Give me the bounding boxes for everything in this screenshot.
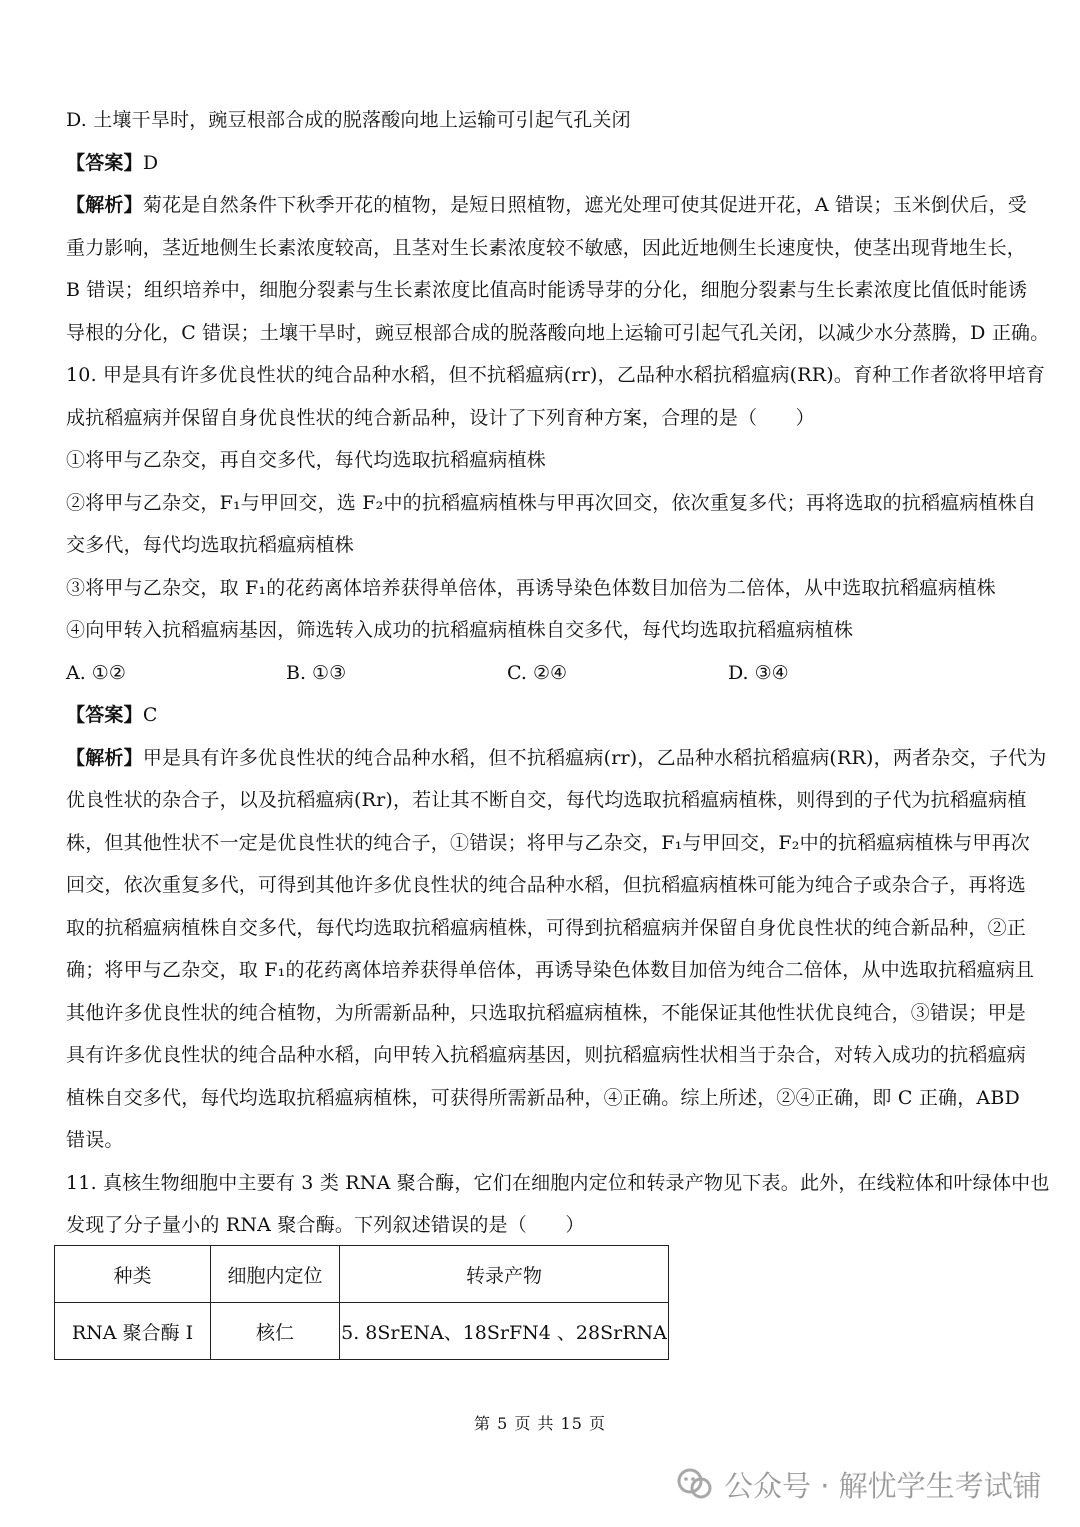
analysis-q10-line: 取的抗稻瘟病植株自交多代，每代均选取抗稻瘟病植株，可得到抗稻瘟病并保留自身优良性状的纯合新品种，②正: [66, 917, 1027, 939]
table-cell: 5. 8SrENA、18SrFN4 、28SrRNA: [340, 1303, 669, 1360]
table-header-cell: 细胞内定位: [211, 1246, 340, 1303]
section-tag: 【答案】: [66, 152, 143, 174]
section-tag: 【答案】: [66, 704, 143, 726]
option-a: A. ①②: [66, 662, 126, 684]
analysis-q9-line: B 错误；组织培养中，细胞分裂素与生长素浓度比值高时能诱导芽的分化，细胞分裂素与生长素浓度比值低时能诱: [66, 279, 1028, 301]
watermark: [676, 1464, 1042, 1504]
analysis-q10-line: 株，但其他性状不一定是优良性状的纯合子，①错误；将甲与乙杂交，F₁与甲回交，F₂中的抗稻瘟病植株与甲再次: [66, 832, 1031, 854]
section-tag: 【解析】: [66, 194, 143, 216]
scheme-1: ①将甲与乙杂交，再自交多代，每代均选取抗稻瘟病植株: [66, 449, 547, 471]
page-footer: 第 5 页 共 15 页: [474, 1414, 606, 1433]
option-d: D. ③④: [728, 662, 789, 684]
analysis-q10-line: 其他许多优良性状的纯合植物，为所需新品种，只选取抗稻瘟病植株，不能保证其他性状优良纯合，③错误；甲是: [66, 1002, 1027, 1024]
analysis-q10-line: 【解析】甲是具有许多优良性状的纯合品种水稻，但不抗稻瘟病(rr)，乙品种水稻抗稻瘟病(RR)，两者杂交，子代为: [66, 747, 1047, 769]
analysis-q10-line: 确；将甲与乙杂交，取 F₁的花药离体培养获得单倍体，再诱导染色体数目加倍为纯合二倍体，从中选取抗稻瘟病且: [66, 959, 1035, 981]
question-10-stem: 10. 甲是具有许多优良性状的纯合品种水稻，但不抗稻瘟病(rr)，乙品种水稻抗稻瘟病(RR)。育种工作者欲将甲培育: [66, 364, 1046, 386]
table-header-cell: 种类: [55, 1246, 211, 1303]
analysis-q10-line: 植株自交多代，每代均选取抗稻瘟病植株，可获得所需新品种，④正确。综上所述，②④正确，即 C 正确，ABD: [66, 1087, 1020, 1109]
analysis-q9-line: 【解析】菊花是自然条件下秋季开花的植物，是短日照植物，遮光处理可使其促进开花，A 错误；玉米倒伏后，受: [66, 194, 1027, 216]
answer-q9: 【答案】D: [66, 152, 159, 174]
question-11-stem: 11. 真核生物细胞中主要有 3 类 RNA 聚合酶，它们在细胞内定位和转录产物见下表。此外，在线粒体和叶绿体中也: [66, 1172, 1050, 1194]
table-header-row: [55, 1246, 669, 1303]
section-tag: 【解析】: [66, 747, 143, 769]
option-b: B. ①③: [286, 662, 347, 684]
table-row: [55, 1303, 669, 1360]
table-cell: RNA 聚合酶 I: [55, 1303, 211, 1360]
question-10-stem: 成抗稻瘟病并保留自身优良性状的纯合新品种，设计了下列育种方案，合理的是（ ）: [66, 407, 815, 429]
scheme-4: ④向甲转入抗稻瘟病基因，筛选转入成功的抗稻瘟病植株自交多代，每代均选取抗稻瘟病植株: [66, 619, 854, 641]
option-c: C. ②④: [507, 662, 568, 684]
scheme-3: ③将甲与乙杂交，取 F₁的花药离体培养获得单倍体，再诱导染色体数目加倍为二倍体，从中选取抗稻瘟病植株: [66, 577, 996, 599]
analysis-q10-line: 错误。: [66, 1129, 124, 1151]
table-header-cell: 转录产物: [340, 1246, 669, 1303]
wechat-official-account-icon: [676, 1467, 716, 1501]
analysis-q10-line: 优良性状的杂合子，以及抗稻瘟病(Rr)，若让其不断自交，每代均选取抗稻瘟病植株，则得到的子代为抗稻瘟病植: [66, 789, 1027, 811]
watermark-text: 公众号 · 解忧学生考试铺: [724, 1468, 1042, 1503]
table-cell: 核仁: [211, 1303, 340, 1360]
scheme-2: ②将甲与乙杂交，F₁与甲回交，选 F₂中的抗稻瘟病植株与甲再次回交，依次重复多代；再将选取的抗稻瘟病植株自: [66, 492, 1037, 514]
option-d-q9: D. 土壤干旱时，豌豆根部合成的脱落酸向地上运输可引起气孔关闭: [66, 109, 631, 131]
analysis-q10-line: 具有许多优良性状的纯合品种水稻，向甲转入抗稻瘟病基因，则抗稻瘟病性状相当于杂合，对转入成功的抗稻瘟病: [66, 1044, 1027, 1066]
rna-polymerase-table: [54, 1245, 669, 1360]
question-11-stem: 发现了分子量小的 RNA 聚合酶。下列叙述错误的是（ ）: [66, 1214, 585, 1236]
answer-q10: 【答案】C: [66, 704, 158, 726]
scheme-2-cont: 交多代，每代均选取抗稻瘟病植株: [66, 534, 355, 556]
analysis-q9-line: 重力影响，茎近地侧生长素浓度较高，且茎对生长素浓度较不敏感，因此近地侧生长速度快，使茎出现背地生长，: [66, 237, 1027, 259]
analysis-q10-line: 回交，依次重复多代，可得到其他许多优良性状的纯合品种水稻，但抗稻瘟病植株可能为纯合子或杂合子，再将选: [66, 874, 1027, 896]
analysis-q9-line: 导根的分化，C 错误；土壤干旱时，豌豆根部合成的脱落酸向地上运输可引起气孔关闭，以减少水分蒸腾，D 正确。: [66, 322, 1050, 344]
